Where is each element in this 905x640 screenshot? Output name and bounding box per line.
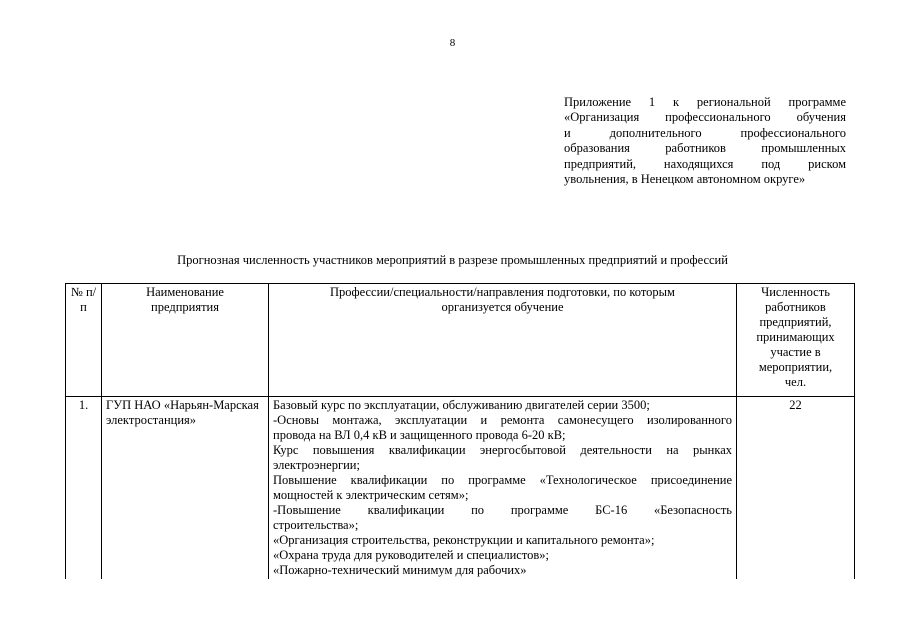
- profession-line: Повышение квалификации по программе «Технологическое присоединение: [273, 473, 732, 487]
- appendix-line: и дополнительного профессионального: [564, 125, 846, 140]
- header-count-label: Численность работников предприятий, принимающих участие в мероприятии, чел.: [756, 285, 835, 389]
- header-professions-label: Профессии/специальности/направления подготовки, по которым организуется обучение: [330, 285, 675, 314]
- profession-line: Курс повышения квалификации энергосбытовой деятельности на рынках: [273, 443, 732, 457]
- profession-line: электроэнергии;: [273, 458, 360, 472]
- profession-line: строительства»;: [273, 518, 359, 532]
- header-count: [737, 284, 855, 397]
- appendix-line: Приложение 1 к региональной программе: [564, 95, 846, 109]
- profession-line: мощностей к электрическим сетям»;: [273, 488, 469, 502]
- appendix-line: «Организация профессионального обучения: [564, 110, 846, 125]
- appendix-line: предприятий, находящихся под риском: [564, 156, 846, 171]
- page-number: 8: [449, 37, 456, 49]
- profession-line: «Организация строительства, реконструкции и капитального ремонта»;: [273, 533, 655, 547]
- header-professions: [269, 284, 737, 397]
- table-row: [66, 397, 855, 580]
- profession-line: Базовый курс по эксплуатации, обслуживанию двигателей серии 3500;: [273, 398, 650, 412]
- row-num: 1.: [66, 397, 102, 580]
- appendix-note: [564, 95, 846, 187]
- profession-line: «Охрана труда для руководителей и специалистов»;: [273, 548, 550, 562]
- profession-line: «Пожарно-технический минимум для рабочих»: [273, 563, 527, 577]
- profession-line: -Основы монтажа, эксплуатации и ремонта самонесущего изолированного: [273, 413, 732, 427]
- header-num-label: № п/п: [70, 285, 97, 314]
- participants-table: [65, 283, 855, 579]
- header-num: [66, 284, 102, 397]
- profession-line: провода на ВЛ 0,4 кВ и защищенного провода 6-20 кВ;: [273, 428, 566, 442]
- row-participant-count: 22: [737, 397, 855, 580]
- appendix-line: образования работников промышленных: [564, 141, 846, 156]
- header-name-label: Наименование предприятия: [146, 285, 224, 314]
- row-professions: [269, 397, 737, 580]
- table-header-row: [66, 284, 855, 397]
- profession-line: -Повышение квалификации по программе БС-16 «Безопасность: [273, 503, 732, 517]
- header-name: [102, 284, 269, 397]
- appendix-line: увольнения, в Ненецком автономном округе»: [564, 172, 806, 187]
- document-title: Прогнозная численность участников мероприятий в разрезе промышленных предприятий и профессий: [177, 253, 728, 267]
- row-enterprise-name: ГУП НАО «Нарьян-Марская электростанция»: [102, 397, 269, 580]
